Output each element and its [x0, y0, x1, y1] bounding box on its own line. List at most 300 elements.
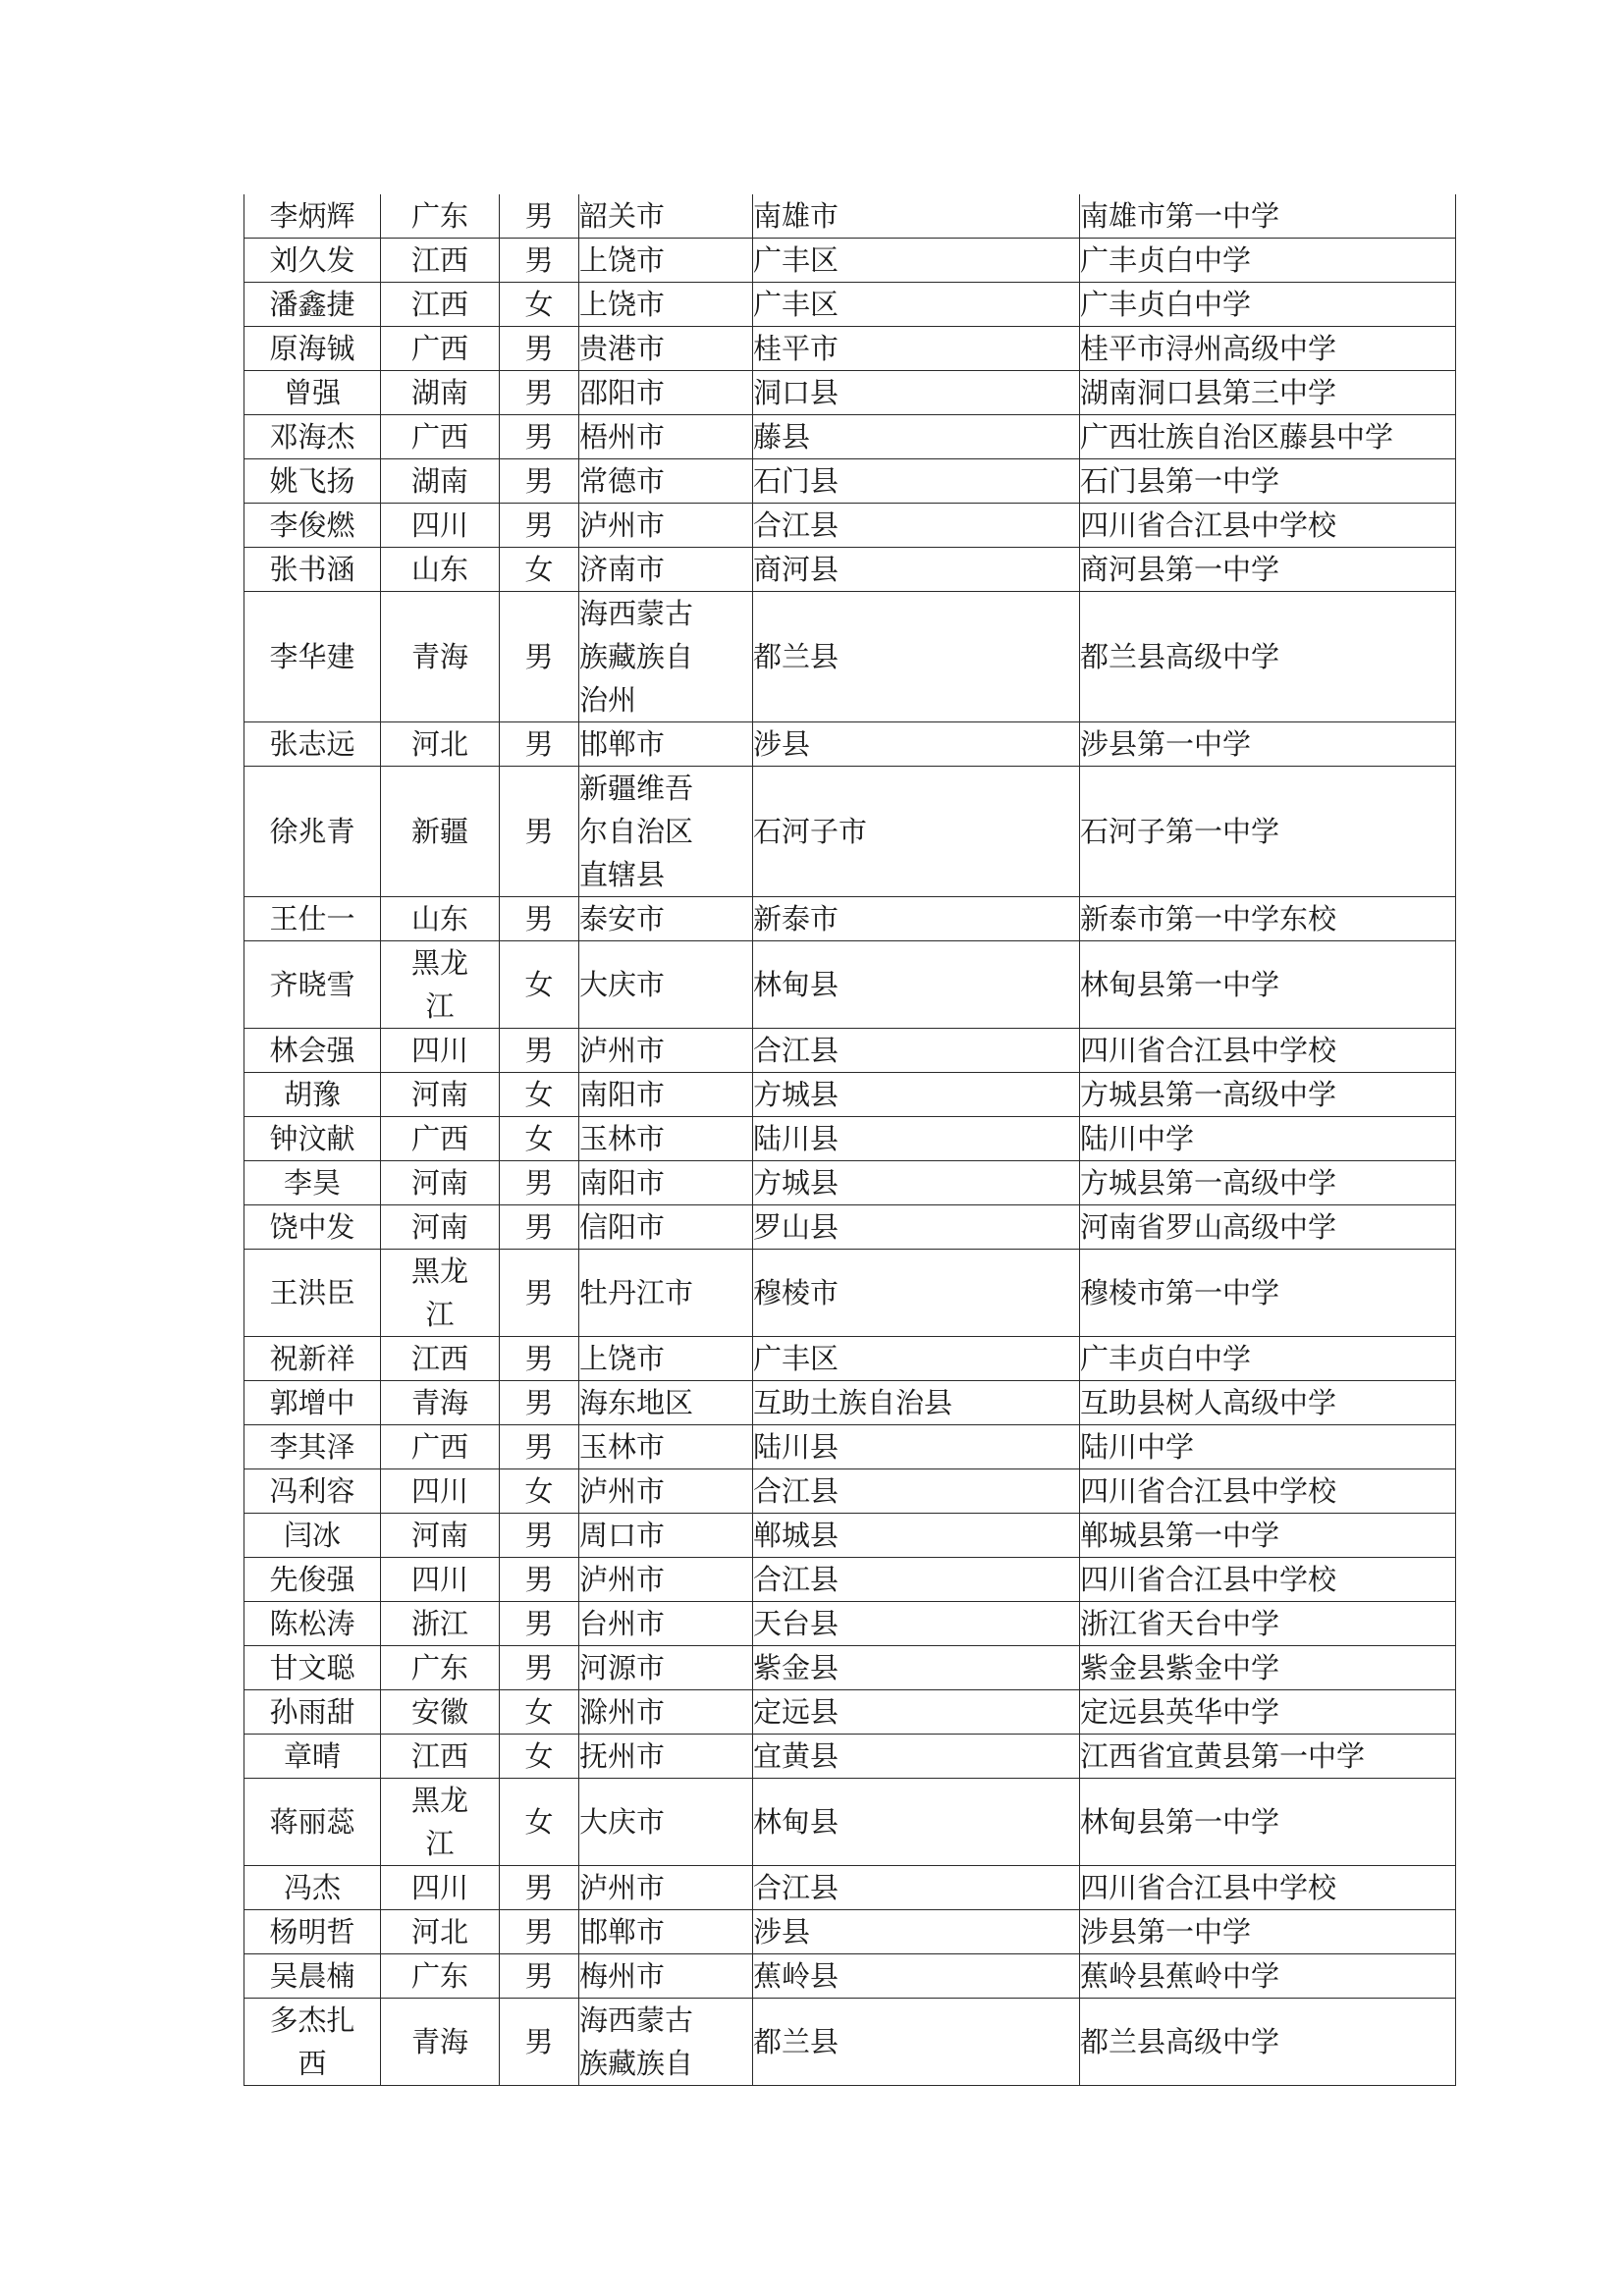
table-row	[244, 1735, 1456, 1779]
gender-cell: 女	[500, 1117, 579, 1161]
county-cell: 郸城县	[753, 1514, 1080, 1558]
student-name-cell	[244, 1381, 381, 1425]
city-cell-line: 河源市	[579, 1651, 666, 1684]
gender-cell: 男	[500, 239, 579, 283]
table-row	[244, 767, 1456, 897]
table-row	[244, 415, 1456, 459]
city-cell	[579, 283, 753, 327]
gender-cell: 男	[500, 459, 579, 504]
province-cell	[381, 1073, 500, 1117]
province-cell	[381, 1910, 500, 1954]
province-cell-line: 四川	[410, 1871, 468, 1904]
table-row	[244, 1337, 1456, 1381]
table-row	[244, 592, 1456, 722]
student-name-cell	[244, 459, 381, 504]
county-cell: 合江县	[753, 1558, 1080, 1602]
city-cell-line: 滁州市	[579, 1695, 666, 1729]
province-cell	[381, 722, 500, 767]
school-cell: 互助县树人高级中学	[1080, 1381, 1456, 1425]
student-roster-table	[244, 194, 1456, 2086]
school-cell: 江西省宜黄县第一中学	[1080, 1735, 1456, 1779]
province-cell-line: 青海	[410, 640, 468, 673]
province-cell-line: 青海	[410, 2025, 468, 2058]
school-cell: 都兰县高级中学	[1080, 592, 1456, 722]
province-cell-line: 河北	[410, 727, 468, 761]
province-cell	[381, 767, 500, 897]
student-name-cell	[244, 1205, 381, 1250]
county-cell: 方城县	[753, 1161, 1080, 1205]
gender-cell: 男	[500, 371, 579, 415]
table-row	[244, 1381, 1456, 1425]
table-row	[244, 327, 1456, 371]
city-cell-line: 抚州市	[579, 1739, 666, 1773]
province-cell	[381, 371, 500, 415]
table-row	[244, 194, 1456, 239]
table-row	[244, 1779, 1456, 1866]
student-name-cell	[244, 1337, 381, 1381]
school-cell: 紫金县紫金中学	[1080, 1646, 1456, 1690]
city-cell-line: 大庆市	[579, 1805, 666, 1839]
table-row	[244, 459, 1456, 504]
province-cell	[381, 1735, 500, 1779]
gender-cell: 男	[500, 1337, 579, 1381]
table-row	[244, 1250, 1456, 1337]
province-cell	[381, 239, 500, 283]
school-cell: 陆川中学	[1080, 1425, 1456, 1469]
province-cell-line: 河南	[410, 1519, 468, 1552]
province-cell-line: 安徽	[410, 1695, 468, 1729]
student-name-cell-line: 西	[298, 2047, 327, 2080]
city-cell	[579, 1514, 753, 1558]
county-cell: 紫金县	[753, 1646, 1080, 1690]
city-cell	[579, 1073, 753, 1117]
gender-cell: 男	[500, 1646, 579, 1690]
city-cell	[579, 194, 753, 239]
student-name-cell	[244, 1073, 381, 1117]
province-cell-line: 江西	[410, 243, 468, 277]
table-row	[244, 1954, 1456, 1999]
student-name-cell-line: 闫冰	[283, 1519, 341, 1552]
city-cell-line: 上饶市	[579, 1342, 666, 1375]
table-row	[244, 1469, 1456, 1514]
province-cell-line: 河南	[410, 1210, 468, 1244]
city-cell-line: 邯郸市	[579, 1915, 666, 1949]
table-row	[244, 1646, 1456, 1690]
province-cell	[381, 1337, 500, 1381]
county-cell: 互助土族自治县	[753, 1381, 1080, 1425]
gender-cell: 男	[500, 767, 579, 897]
school-cell: 方城县第一高级中学	[1080, 1073, 1456, 1117]
province-cell	[381, 1029, 500, 1073]
student-name-cell	[244, 1954, 381, 1999]
city-cell-line: 直辖县	[579, 858, 666, 891]
city-cell-line: 玉林市	[579, 1122, 666, 1155]
city-cell-line: 邯郸市	[579, 727, 666, 761]
city-cell-line: 南阳市	[579, 1166, 666, 1200]
student-name-cell	[244, 283, 381, 327]
gender-cell: 男	[500, 1250, 579, 1337]
school-cell: 涉县第一中学	[1080, 1910, 1456, 1954]
county-cell: 林甸县	[753, 1779, 1080, 1866]
city-cell	[579, 459, 753, 504]
school-cell: 方城县第一高级中学	[1080, 1161, 1456, 1205]
city-cell-line: 上饶市	[579, 243, 666, 277]
city-cell	[579, 1910, 753, 1954]
student-name-cell	[244, 1469, 381, 1514]
table-row	[244, 941, 1456, 1029]
table-row	[244, 1910, 1456, 1954]
county-cell: 南雄市	[753, 194, 1080, 239]
school-cell: 四川省合江县中学校	[1080, 1558, 1456, 1602]
province-cell	[381, 1250, 500, 1337]
table-row	[244, 1558, 1456, 1602]
gender-cell: 女	[500, 283, 579, 327]
city-cell	[579, 1337, 753, 1381]
student-name-cell-line: 潘鑫捷	[269, 288, 355, 321]
student-name-cell-line: 胡豫	[283, 1078, 341, 1111]
table-row	[244, 283, 1456, 327]
student-name-cell-line: 祝新祥	[269, 1342, 355, 1375]
student-name-cell	[244, 1161, 381, 1205]
city-cell-line: 泸州市	[579, 1871, 666, 1904]
student-name-cell-line: 钟汶献	[269, 1122, 355, 1155]
province-cell	[381, 1866, 500, 1910]
city-cell	[579, 415, 753, 459]
province-cell-line: 青海	[410, 1386, 468, 1419]
county-cell: 罗山县	[753, 1205, 1080, 1250]
student-name-cell-line: 章晴	[283, 1739, 341, 1773]
province-cell-line: 江西	[410, 288, 468, 321]
province-cell-line: 江西	[410, 1739, 468, 1773]
province-cell-line: 湖南	[410, 376, 468, 409]
student-name-cell-line: 林会强	[269, 1034, 355, 1067]
city-cell	[579, 1779, 753, 1866]
school-cell: 四川省合江县中学校	[1080, 504, 1456, 548]
table-row	[244, 897, 1456, 941]
student-name-cell-line: 蒋丽蕊	[269, 1805, 355, 1839]
county-cell: 广丰区	[753, 283, 1080, 327]
table-row	[244, 1602, 1456, 1646]
gender-cell: 男	[500, 1514, 579, 1558]
student-name-cell	[244, 1514, 381, 1558]
city-cell	[579, 592, 753, 722]
student-name-cell	[244, 1735, 381, 1779]
province-cell-line: 广西	[410, 1430, 468, 1464]
county-cell: 合江县	[753, 1469, 1080, 1514]
city-cell	[579, 1250, 753, 1337]
province-cell-line: 浙江	[410, 1607, 468, 1640]
school-cell: 广丰贞白中学	[1080, 1337, 1456, 1381]
county-cell: 定远县	[753, 1690, 1080, 1735]
province-cell-line: 广东	[410, 199, 468, 233]
student-name-cell	[244, 1117, 381, 1161]
gender-cell: 男	[500, 1910, 579, 1954]
student-name-cell	[244, 548, 381, 592]
school-cell: 河南省罗山高级中学	[1080, 1205, 1456, 1250]
province-cell	[381, 941, 500, 1029]
province-cell-line: 河南	[410, 1166, 468, 1200]
province-cell-line: 黑龙	[410, 1255, 468, 1288]
student-name-cell	[244, 504, 381, 548]
table-row	[244, 548, 1456, 592]
city-cell	[579, 1690, 753, 1735]
school-cell: 涉县第一中学	[1080, 722, 1456, 767]
student-name-cell-line: 王洪臣	[269, 1276, 355, 1309]
school-cell: 都兰县高级中学	[1080, 1999, 1456, 2086]
city-cell-line: 海东地区	[579, 1386, 694, 1419]
city-cell-line: 贵港市	[579, 332, 666, 365]
student-name-cell	[244, 767, 381, 897]
student-name-cell	[244, 1250, 381, 1337]
school-cell: 郸城县第一中学	[1080, 1514, 1456, 1558]
city-cell	[579, 1161, 753, 1205]
county-cell: 都兰县	[753, 1999, 1080, 2086]
student-name-cell	[244, 1910, 381, 1954]
county-cell: 蕉岭县	[753, 1954, 1080, 1999]
county-cell: 天台县	[753, 1602, 1080, 1646]
school-cell: 穆棱市第一中学	[1080, 1250, 1456, 1337]
gender-cell: 男	[500, 1558, 579, 1602]
city-cell-line: 韶关市	[579, 199, 666, 233]
student-name-cell	[244, 1779, 381, 1866]
province-cell-line: 广东	[410, 1959, 468, 1993]
city-cell-line: 泸州市	[579, 508, 666, 542]
city-cell-line: 台州市	[579, 1607, 666, 1640]
province-cell	[381, 1514, 500, 1558]
province-cell	[381, 592, 500, 722]
province-cell-line: 四川	[410, 1474, 468, 1508]
city-cell	[579, 1117, 753, 1161]
school-cell: 新泰市第一中学东校	[1080, 897, 1456, 941]
county-cell: 林甸县	[753, 941, 1080, 1029]
gender-cell: 女	[500, 1735, 579, 1779]
gender-cell: 男	[500, 194, 579, 239]
student-name-cell-line: 张书涵	[269, 553, 355, 586]
province-cell-line: 江西	[410, 1342, 468, 1375]
city-cell-line: 上饶市	[579, 288, 666, 321]
city-cell	[579, 1469, 753, 1514]
province-cell	[381, 1161, 500, 1205]
county-cell: 洞口县	[753, 371, 1080, 415]
table-row	[244, 722, 1456, 767]
county-cell: 广丰区	[753, 239, 1080, 283]
province-cell	[381, 1425, 500, 1469]
county-cell: 穆棱市	[753, 1250, 1080, 1337]
gender-cell: 女	[500, 548, 579, 592]
city-cell	[579, 548, 753, 592]
table-row	[244, 1161, 1456, 1205]
city-cell	[579, 371, 753, 415]
county-cell: 商河县	[753, 548, 1080, 592]
county-cell: 涉县	[753, 1910, 1080, 1954]
gender-cell: 男	[500, 1425, 579, 1469]
city-cell	[579, 327, 753, 371]
student-name-cell-line: 郭增中	[269, 1386, 355, 1419]
student-name-cell-line: 李昊	[283, 1166, 341, 1200]
gender-cell: 女	[500, 1469, 579, 1514]
gender-cell: 男	[500, 1999, 579, 2086]
student-name-cell	[244, 592, 381, 722]
province-cell	[381, 283, 500, 327]
table-row	[244, 371, 1456, 415]
student-name-cell-line: 吴晨楠	[269, 1959, 355, 1993]
student-name-cell	[244, 1558, 381, 1602]
student-name-cell	[244, 897, 381, 941]
city-cell	[579, 1735, 753, 1779]
student-name-cell	[244, 1602, 381, 1646]
city-cell-line: 济南市	[579, 553, 666, 586]
school-cell: 湖南洞口县第三中学	[1080, 371, 1456, 415]
county-cell: 合江县	[753, 1866, 1080, 1910]
province-cell-line: 广西	[410, 332, 468, 365]
school-cell: 陆川中学	[1080, 1117, 1456, 1161]
table-row	[244, 1690, 1456, 1735]
school-cell: 广丰贞白中学	[1080, 283, 1456, 327]
student-name-cell	[244, 1029, 381, 1073]
city-cell	[579, 504, 753, 548]
city-cell	[579, 941, 753, 1029]
school-cell: 四川省合江县中学校	[1080, 1029, 1456, 1073]
province-cell	[381, 415, 500, 459]
school-cell: 四川省合江县中学校	[1080, 1469, 1456, 1514]
county-cell: 宜黄县	[753, 1735, 1080, 1779]
city-cell-line: 常德市	[579, 464, 666, 498]
table-row	[244, 1999, 1456, 2086]
student-name-cell-line: 冯杰	[283, 1871, 341, 1904]
county-cell: 桂平市	[753, 327, 1080, 371]
province-cell	[381, 1558, 500, 1602]
city-cell	[579, 1954, 753, 1999]
city-cell-line: 族藏族自	[579, 2047, 694, 2080]
city-cell	[579, 239, 753, 283]
gender-cell: 男	[500, 1866, 579, 1910]
school-cell: 浙江省天台中学	[1080, 1602, 1456, 1646]
city-cell-line: 治州	[579, 683, 637, 717]
county-cell: 方城县	[753, 1073, 1080, 1117]
county-cell: 广丰区	[753, 1337, 1080, 1381]
city-cell-line: 信阳市	[579, 1210, 666, 1244]
student-name-cell-line: 邓海杰	[269, 420, 355, 454]
school-cell: 定远县英华中学	[1080, 1690, 1456, 1735]
student-name-cell-line: 曾强	[283, 376, 341, 409]
student-name-cell	[244, 194, 381, 239]
province-cell	[381, 548, 500, 592]
county-cell: 藤县	[753, 415, 1080, 459]
province-cell-line: 四川	[410, 508, 468, 542]
province-cell	[381, 1779, 500, 1866]
city-cell	[579, 1029, 753, 1073]
province-cell-line: 湖南	[410, 464, 468, 498]
gender-cell: 男	[500, 592, 579, 722]
province-cell-line: 四川	[410, 1563, 468, 1596]
table-row	[244, 1073, 1456, 1117]
county-cell: 涉县	[753, 722, 1080, 767]
student-name-cell	[244, 1425, 381, 1469]
province-cell-line: 山东	[410, 902, 468, 935]
province-cell	[381, 1381, 500, 1425]
city-cell-line: 玉林市	[579, 1430, 666, 1464]
province-cell	[381, 1954, 500, 1999]
student-name-cell-line: 陈松涛	[269, 1607, 355, 1640]
student-name-cell-line: 杨明哲	[269, 1915, 355, 1949]
student-name-cell	[244, 941, 381, 1029]
province-cell-line: 四川	[410, 1034, 468, 1067]
province-cell	[381, 897, 500, 941]
school-cell: 林甸县第一中学	[1080, 941, 1456, 1029]
student-name-cell-line: 甘文聪	[269, 1651, 355, 1684]
province-cell	[381, 1690, 500, 1735]
county-cell: 陆川县	[753, 1425, 1080, 1469]
city-cell-line: 牡丹江市	[579, 1276, 694, 1309]
student-name-cell	[244, 1999, 381, 2086]
school-cell: 四川省合江县中学校	[1080, 1866, 1456, 1910]
school-cell: 商河县第一中学	[1080, 548, 1456, 592]
city-cell	[579, 1866, 753, 1910]
county-cell: 合江县	[753, 504, 1080, 548]
table-row	[244, 1205, 1456, 1250]
student-name-cell-line: 原海铖	[269, 332, 355, 365]
province-cell-line: 黑龙	[410, 1784, 468, 1817]
province-cell	[381, 1117, 500, 1161]
province-cell-line: 广西	[410, 420, 468, 454]
province-cell-line: 江	[425, 1827, 455, 1860]
county-cell: 石门县	[753, 459, 1080, 504]
city-cell	[579, 722, 753, 767]
province-cell-line: 广西	[410, 1122, 468, 1155]
city-cell	[579, 1646, 753, 1690]
gender-cell: 男	[500, 327, 579, 371]
city-cell	[579, 1381, 753, 1425]
province-cell	[381, 459, 500, 504]
student-name-cell-line: 多杰扎	[269, 2003, 355, 2037]
school-cell: 广丰贞白中学	[1080, 239, 1456, 283]
table-row	[244, 1117, 1456, 1161]
student-name-cell	[244, 415, 381, 459]
school-cell: 南雄市第一中学	[1080, 194, 1456, 239]
city-cell-line: 海西蒙古	[579, 2003, 694, 2037]
student-name-cell-line: 李俊燃	[269, 508, 355, 542]
gender-cell: 男	[500, 1954, 579, 1999]
city-cell-line: 梧州市	[579, 420, 666, 454]
school-cell: 石门县第一中学	[1080, 459, 1456, 504]
province-cell-line: 河北	[410, 1915, 468, 1949]
province-cell	[381, 504, 500, 548]
student-name-cell	[244, 1646, 381, 1690]
student-name-cell-line: 齐晓雪	[269, 968, 355, 1001]
county-cell: 陆川县	[753, 1117, 1080, 1161]
table-row	[244, 504, 1456, 548]
gender-cell: 男	[500, 1205, 579, 1250]
city-cell-line: 泸州市	[579, 1034, 666, 1067]
province-cell	[381, 194, 500, 239]
city-cell	[579, 1205, 753, 1250]
student-name-cell	[244, 371, 381, 415]
province-cell	[381, 1469, 500, 1514]
city-cell	[579, 1999, 753, 2086]
city-cell-line: 海西蒙古	[579, 597, 694, 630]
city-cell-line: 大庆市	[579, 968, 666, 1001]
student-name-cell	[244, 722, 381, 767]
province-cell-line: 江	[425, 1298, 455, 1331]
student-name-cell-line: 李其泽	[269, 1430, 355, 1464]
province-cell-line: 黑龙	[410, 946, 468, 980]
city-cell	[579, 1558, 753, 1602]
city-cell-line: 周口市	[579, 1519, 666, 1552]
table-row	[244, 239, 1456, 283]
county-cell: 合江县	[753, 1029, 1080, 1073]
county-cell: 石河子市	[753, 767, 1080, 897]
roster-body	[244, 194, 1456, 2086]
